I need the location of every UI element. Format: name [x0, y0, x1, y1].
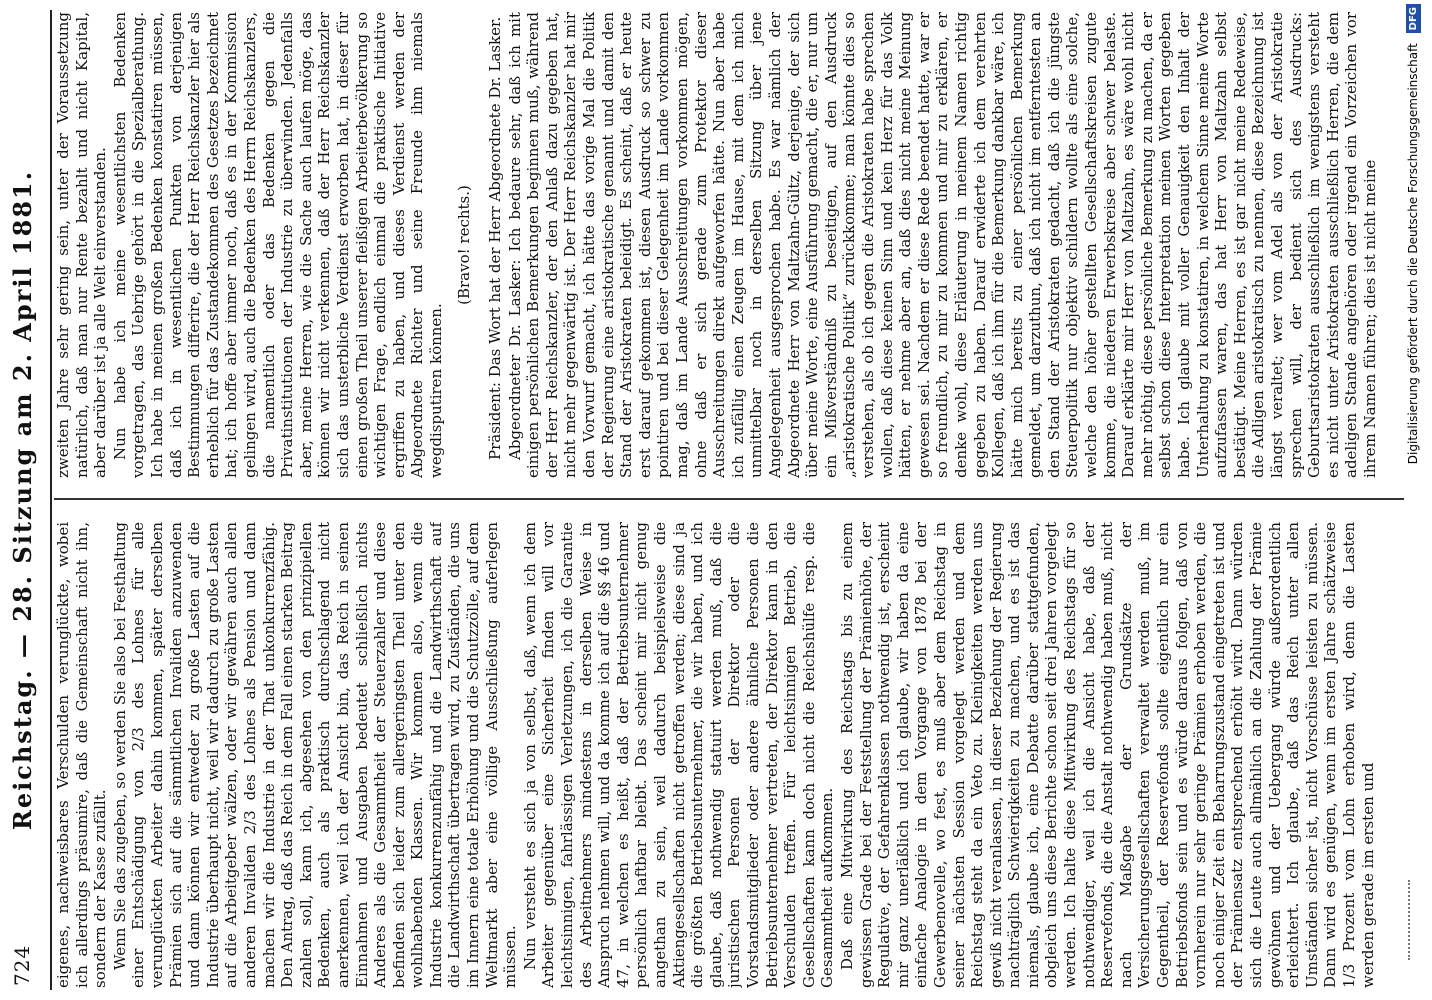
left-column [54, 522, 1404, 988]
right-column [54, 12, 1404, 478]
speaker-announcement: Präsident: Das Wort hat der Herr Abgeordnete Dr. Lasker. [486, 16, 505, 460]
paragraph: Nun versteht es sich ja von selbst, daß, wenn ich dem Arbeiter gegenüber eine Sicherheit finden will vor leichtsinnigen, fahrlässigen Verletzungen, ich die Garantie des Arbeitnehmers mindestens in derselben Weise in Anspruch nehmen will, und da komme ich auf die §§ 46 und 47, in welchen es heißt, daß der Betriebsunternehmer persönlich haftbar bleibt. Das scheint mir nicht genug angethan zu sein, weil dadurch beispielsweise die Aktiengesellschaften nicht getroffen werden; diese sind ja die größten Betriebsunternehmer, die wir haben, und ich glaube, daß nothwendig statuirt werden muß, daß die juristischen Personen der Direktor oder die Vorstandsmitglieder oder andere ähnliche Personen die Betriebsunternehmer vertreten, der Direktor kann in den Verschulden treffen. Für leichtsinnigen Betrieb, die Gesellschaften kann doch nicht die Reichshülfe resp. die Gesammtheit aufkommen. [520, 522, 837, 988]
column-divider [54, 498, 1404, 500]
page-header [8, 0, 48, 1000]
paragraph: Daß eine Mitwirkung des Reichstags bis zu einem gewissen Grade bei der Feststellung der Prämienhöhe, der Regulative, der Gefahrenklassen nothwendig ist, erscheint mir ganz unerläßlich und ich glaube, wir haben da eine einfache Analogie in dem Vorgange von 1878 bei der Gewerbenovelle, wo fest, es muß aber dem Reichstag in seiner nächsten Session vorgelegt werden und dem Reichstag steht da ein Veto zu. Kleinigkeiten werden uns gewiß nicht veranlassen, in dieser Beziehung der Regierung nachträglich Schwierigkeiten zu machen, und es ist das niemals, glaube ich, eine Debatte darüber stattgefunden, obgleich uns diese Berichte schon seit drei Jahren vorgelegt werden. Ich halte diese Mitwirkung des Reichstags für so nothwendiger, weil ich die Ansicht habe, daß der Reservefonds, die die Anstalt nothwendig haben muß, nicht nach Maßgabe der Grundsätze der Versicherungsgesellschaften verwaltet werden muß, im Gegentheil, der Reservefonds sollte eigentlich nur ein Betriebsfonds sein und es würde daraus folgen, daß von vornherein nur sehr geringe Prämien erhoben werden, die noch einiger Zeit ein Beharrungszustand eingetreten ist und der Prämiensatz entsprechend erhöht wird. Dann würden sich die Leute auch allmählich an die Zahlung der Prämie gewöhnen und der Uebergang würde außerordentlich erleichtert. Ich glaube, daß das Reich unter allen Umständen sicher ist, nicht Vorschüsse leisten zu müssen. Dann wird es genügen, wenn im ersten Jahre schätzweise 1/3 Prozent vom Lohn erhoben wird, denn die Lasten werden gerade im ersten und [837, 522, 1377, 988]
scan-margin-marks [1408, 880, 1416, 960]
digitization-credit [1395, 0, 1432, 1000]
paragraph: eigenes, nachweisbares Verschulden verunglückte, wobei ich allerdings präsumire, daß die Gemeinschaft nicht ihn, sondern der Kasse zufällt. [54, 522, 110, 988]
running-title: Reichstag. — 28. Sitzung am 2. April 1881. [8, 169, 37, 831]
applause-note: (Bravo! rechts.) [455, 185, 474, 305]
paragraph: Wenn Sie das zugeben, so werden Sie also bei Festhaltung einer Entschädigung von 2/3 des Lohnes für alle verunglückten Arbeiter dahin kommen, später derselben Prämien sich auf die sämmtlichen Invaliden anzuwenden und dann können wir entweder zu große Lasten auf die Industrie überhaupt nicht, weil wir dadurch zu große Lasten auf die Arbeitgeber wälzen, oder wir gewähren auch allen anderen Invaliden 2/3 des Lohnes als Pension und dann machen wir die Industrie in der That unkonkurrenzfähig. Den Antrag, daß das Reich in dem Fall einen starken Beitrag zahlen soll, kann ich, abgesehen von den prinzipiellen Bedenken, auch als praktisch durchschlagend nicht anerkennen, weil ich der Ansicht bin, das Reich in seinen Einnahmen und Ausgaben bedeutet schließlich nichts Anderes als die Gesammtheit der Steuerzahler und diese befinden sich leider zum allergeringsten Theil unter den wohlhabenden Klassen. Wir kommen also, wenn die Industrie konkurrenzunfähig und die Landwirthschaft auf die Landwirthschaft übertragen wird, zu Zuständen, die uns im Innern eine totale Erhöhung und die Schutzzölle, auf dem Weltmarkt aber eine völlige Ausschließung auferlegen müssen. [110, 522, 520, 988]
paragraph: zweiten Jahre sehr gering sein, unter der Voraussetzung natürlich, daß man nur Rente bezahlt und nicht Kapital, aber darüber ist ja alle Welt einverstanden. [54, 12, 110, 478]
dfg-logo: DFG [1406, 4, 1421, 33]
header-rule [50, 10, 52, 990]
paragraph: Nun habe ich meine wesentlichsten Bedenken vorgetragen, das Uebrige gehört in die Spezialberathung. Ich habe in meinen großen Bedenken konstatiren müssen, daß ich in wesentlichen Punkten von derjenigen Bestimmungen differire, die der Herr Reichskanzler hier als erheblich für das Zustandekommen des Gesetzes bezeichnet hat; ich hoffe aber immer noch, daß es in der Kommission gelingen wird, auch die Bedenken des Herrn Reichskanzlers, die namentlich oder das Bedenken gegen die Privatinstitutionen der Industrie zu überwinden. Jedenfalls aber, meine Herren, wie die Sache auch laufen möge, das können wir nicht verkennen, daß der Herr Reichskanzler sich das unsterbliche Verdienst erworben hat, in dieser für einen großen Theil unserer fleißigen Arbeiterbevölkerung so wichtigen Frage, endlich einmal die praktische Initiative ergriffen zu haben, und dieses Verdienst werden der Abgeordnete Richter und seine Freunde ihm niemals wegdisputiren können. [110, 12, 445, 478]
page-number: 724 [10, 944, 34, 986]
paragraph: Abgeordneter Dr. Lasker: Ich bedaure sehr, daß ich mit einigen persönlichen Bemerkungen beginnen muß, während der Herr Reichskanzler, der den Anlaß dazu gegeben hat, nicht mehr gegenwärtig ist. Der Herr Reichskanzler hat mir den Vorwurf gemacht, ich hätte das vorige Mal die Politik der Regierung eine aristokratische genannt und damit den Stand der Aristokraten beleidigt. Es scheint, daß er heute erst darauf gekommen ist, diesen Ausdruck so schwer zu pointiren und bei dieser Gelegenheit im Lande vorkommen mag, daß im Lande Ausschreitungen vorkommen mögen, ohne daß er sich gerade zum Protektor dieser Ausschreitungen direkt aufgeworfen hätte. Nun aber habe ich zufällig einen Zeugen im Hause, mit dem ich mich unmittelbar noch in derselben Sitzung über jene Angelegenheit ausgesprochen habe. Es war nämlich der Abgeordnete Herr von Maltzahn-Gültz, derjenige, der sich über meine Worte, eine Ausführung gemacht, die er, nur um ein Mißverständniß zu beseitigen, auf den Ausdruck „aristokratische Politik“ zurückkomme; man könnte dies so verstehen, als ob ich gegen die Aristokraten habe sprechen wollen, daß diese keinen Sinn und kein Herz für das Volk hätten, er nehme aber an, daß dies nicht meine Meinung gewesen sei. Nachdem er diese Rede beendet hatte, war er so freundlich, zu mir zu kommen und mir zu erklären, er denke wohl, diese Erläuterung in meinem Namen richtig gegeben zu haben. Darauf erwiderte ich dem verehrten Kollegen, daß ich ihm für die Bemerkung dankbar wäre, ich hätte mich bereits zu einer persönlichen Bemerkung gemeldet, um darzuthun, daß ich nicht im entferntesten an den Stand der Aristokraten gedacht, daß ich die jüngste Steuerpolitik nur objektiv schildern wollte als eine solche, welche den höher gestellten Gesellschaftskreisen zugute komme, die niederen Erwerbskreise aber schwer belaste. Darauf erklärte mir Herr von Maltzahn, es wäre wohl nicht mehr nöthig, diese persönliche Bemerkung zu machen, da er selbst schon diese Interpretation meinen Worten gegeben habe. Ich glaube mit voller Genauigkeit den Inhalt der Unterhaltung zu konstatiren, in welchem Sinne meine Worte aufzufassen waren, das hat Herr von Maltzahn selbst bestätigt. Meine Herren, es ist gar nicht meine Redeweise, die Adligen aristokratisch zu nennen, diese Bezeichnung ist längst veraltet; wer vom Adel als von der Aristokratie sprechen will, der bedient sich des Ausdrucks: Geburtsaristokraten ausschließlich im wenigstens versteht es nicht unter Aristokraten ausschließlich Herren, die dem adeligen Stande angehören oder irgend ein Vorzeichen vor ihrem Namen führen; dies ist nicht meine [505, 12, 1379, 478]
digitization-note: Digitalisierung gefördert durch die Deutsche Forschungsgemeinschaft [1406, 43, 1420, 465]
